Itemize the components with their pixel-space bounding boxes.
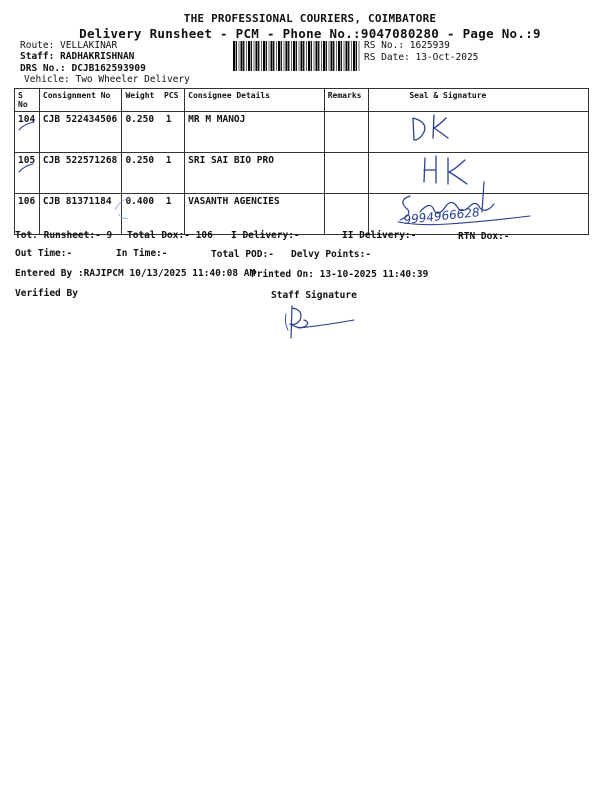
delvy-points: Delvy Points:-	[291, 249, 372, 260]
row-consignment: CJB 522434506	[39, 112, 122, 153]
col-weight-pcs	[122, 89, 185, 112]
table-row	[15, 194, 589, 235]
row-pcs: 1	[165, 114, 172, 125]
col-consignee: Consignee Details	[185, 89, 325, 112]
row-consignment: CJB 522571268	[39, 153, 122, 194]
row-remarks	[324, 194, 369, 235]
row-consignee: SRI SAI BIO PRO	[185, 153, 325, 194]
row-sno: 104	[15, 112, 40, 153]
total-pod: Total POD:-	[211, 249, 274, 260]
row-weight-pcs	[122, 153, 185, 194]
row-sno: 106	[15, 194, 40, 235]
rs-date: RS Date: 13-Oct-2025	[364, 52, 479, 63]
col-remarks: Remarks	[324, 89, 369, 112]
rs-number: RS No.: 1625939	[364, 40, 450, 51]
row-pcs: 1	[165, 196, 172, 207]
row-weight-pcs	[122, 194, 185, 235]
runsheet-table	[14, 88, 589, 235]
staff-signature-image	[280, 300, 370, 345]
row-consignment: CJB 81371184	[39, 194, 122, 235]
verified-by: Verified By	[15, 288, 78, 299]
runsheet-title: Delivery Runsheet - PCM - Phone No.:9047080280 - Page No.:9	[79, 26, 541, 41]
table-header-row	[15, 89, 589, 112]
drs-number: DRS No.: DCJB162593909	[20, 63, 146, 74]
row-consignee: MR M MANOJ	[185, 112, 325, 153]
col-pcs: PCS	[164, 91, 179, 100]
entered-by: Entered By :RAJIPCM 10/13/2025 11:40:08 AM	[15, 268, 256, 279]
col-consignment: Consignment No	[39, 89, 122, 112]
col-sno: S No	[15, 89, 40, 112]
printed-on: Printed On: 13-10-2025 11:40:39	[251, 269, 429, 280]
barcode-image	[233, 41, 361, 71]
in-time: In Time:-	[116, 248, 168, 259]
company-name: THE PROFESSIONAL COURIERS, COIMBATORE	[183, 12, 437, 25]
vehicle-label: Vehicle: Two Wheeler Delivery	[24, 74, 190, 85]
row-sno: 105	[15, 153, 40, 194]
col-seal: Seal & Signature	[369, 89, 589, 112]
total-dox: Total Dox:- 106	[127, 230, 213, 241]
table-row	[15, 112, 589, 153]
row-signature	[369, 153, 589, 194]
table-row	[15, 153, 589, 194]
tot-runsheet: Tot. Runsheet:- 9	[15, 230, 113, 241]
row-consignee: VASANTH AGENCIES	[185, 194, 325, 235]
svg-text:9994966628: 9994966628	[402, 205, 481, 227]
route-label: Route: VELLAKINAR	[20, 40, 118, 51]
row-pcs: 1	[165, 155, 172, 166]
rtn-dox: RTN Dox:-	[458, 231, 510, 242]
row-weight-pcs	[122, 112, 185, 153]
ii-delivery: II Delivery:-	[342, 230, 417, 241]
row-weight: 0.250	[125, 114, 155, 125]
row-weight: 0.400	[125, 196, 155, 207]
staff-signature-label: Staff Signature	[271, 290, 357, 301]
row-weight: 0.250	[125, 155, 155, 166]
staff-label: Staff: RADHAKRISHNAN	[20, 51, 135, 62]
i-delivery: I Delivery:-	[231, 230, 300, 241]
row-remarks	[324, 112, 369, 153]
row-remarks	[324, 153, 369, 194]
out-time: Out Time:-	[15, 248, 73, 259]
row-signature	[369, 194, 589, 235]
col-weight: Weight	[125, 91, 155, 100]
row-signature	[369, 112, 589, 153]
